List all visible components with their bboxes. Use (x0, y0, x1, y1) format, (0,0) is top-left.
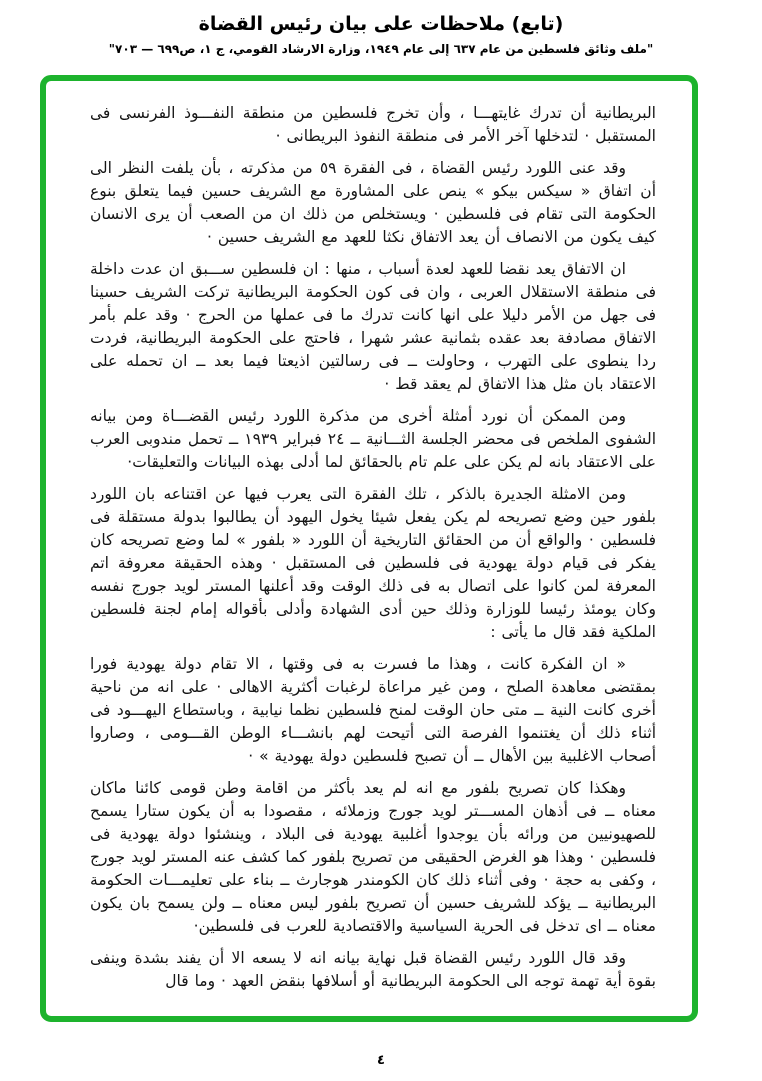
page-number: ٤ (377, 1053, 385, 1068)
paragraph-7: وهكذا كان تصريح بلفور مع انه لم يعد بأكثر من اقامة وطن قومى كائنا ماكان معناه ــ فى أذهان المســـتر لويد جورج وزملائه ، مقصودا به أن يكون ستارا يسمح للصهيونيين من ورائه بأن يوجدوا أغلبية يهودية فى البلاد ، وينشئوا دولة يهودية فى فلسطين · وهذا هو الغرض الحقيقى من تصريح بلفور كما كشف عنه المستر لويد جورج ، وكفى به حجة · وفى أثناء ذلك كان الكومندر هوجارث ــ بناء على تعليمـــات الحكومة البريطانية ــ يؤكد للشريف حسين أن تصريح بلفور ليس معناه ــ ولن يسمح بان يكون معناه ــ اى تدخل فى الحرية السياسية والاقتصادية للعرب فى فلسطين· (90, 779, 656, 935)
paragraph-8: وقد قال اللورد رئيس القضاة قبل نهاية بيانه انه لا يسعه الا أن يفند بشدة وينفى بقوة أية تهمة توجه الى الحكومة البريطانية أو أسلافها بنقض العهد · وما قال (90, 949, 656, 990)
source-citation: "ملف وثائق فلسطين من عام ٦٣٧ إلى عام ١٩٤٩، وزارة الارشاد القومي، ج ١، ص٦٩٩ — ٧٠٣" (108, 42, 654, 56)
paragraph-4: ومن الممكن أن نورد أمثلة أخرى من مذكرة اللورد رئيس القضـــاة ومن بيانه الشفوى الملخص فى محضر الجلسة الثـــانية ــ ٢٤ فبراير ١٩٣٩ ــ تحمل مندوبى العرب على الاعتقاد بانه لم يكن على علم تام بالحقائق لما أدلى بهذه البيانات والتعليقات· (90, 407, 656, 471)
paragraph-2: وقد عنى اللورد رئيس القضاة ، فى الفقرة ٥٩ من مذكرته ، بأن يلفت النظر الى أن اتفاق « سيكس بيكو » ينص على المشاورة مع الشريف حسين فيما يتعلق بنوع الحكومة التى تقام فى فلسطين · ويستخلص من ذلك ان من الصعب أن يرى الانسان كيف يكون من الانصاف أن يعد الاتفاق نكثا للعهد مع الشريف حسين · (90, 159, 656, 246)
page-title: (تابع) ملاحظات على بيان رئيس القضاة (198, 13, 564, 35)
highlight-frame (40, 75, 698, 1022)
paragraph-5: ومن الامثلة الجديرة بالذكر ، تلك الفقرة التى يعرب فيها عن اقتناعه بان اللورد بلفور حين وضع تصريحه لم يكن يفعل شيئا يخول اليهود أن يطالبوا بدولة مستقلة فى فلسطين · والواقع أن من الحقائق التاريخية أن اللورد « بلفور » لما وضع تصريحه كان يفكر فى قيام دولة يهودية فى فلسطين فى المستقبل · وهذه الحقيقة معروفة اتم المعرفة لمن كانوا على اتصال به فى ذلك الوقت وقد أعلنها المستر لويد جورج نفسه وكان يومئذ رئيسا للوزارة وذلك حين أدى الشهادة وأدلى بأقواله إمام لجنة فلسطين الملكية فقد قال ما يأتى : (90, 485, 656, 641)
document-header (0, 0, 762, 56)
quoted-excerpt: « ان الفكرة كانت ، وهذا ما فسرت به فى وقتها ، الا تقام دولة يهودية فورا بمقتضى معاهدة الصلح ، ومن غير مراعاة لرغبات أكثرية الاهالى · على انه من ناحية أخرى كانت النية ــ متى حان الوقت لمنح فلسطين نظما نيابية ، وباستطاع اليهـــود فى أثناء ذلك أن يغتنموا الفرصة التى أتيحت لهم بانشـــاء الوطن القـــومى ، وصاروا أصحاب الاغلبية بين الأهال ــ أن تصبح فلسطين دولة يهودية » · (90, 655, 656, 765)
paragraph-1: البريطانية أن تدرك غايتهـــا ، وأن تخرج فلسطين من منطقة النفـــوذ الفرنسى فى المستقبل · لتدخلها آخر الأمر فى منطقة النفوذ البريطانى · (90, 104, 656, 145)
paragraph-3: ان الاتفاق يعد نقضا للعهد لعدة أسباب ، منها : ان فلسطين ســـبق ان عدت داخلة فى منطقة الاستقلال العربى ، وان فى كون الحكومة البريطانية تركت الشريف حسينا فى جهل من الأمر دليلا على انها كانت تدرك ما فى عملها من الحرج · وقد علم بأمر الاتفاق مصادفة بعد عقده بثمانية عشر شهرا ، فاحتج على الحكومة البريطانية، فردت ردا ينطوى على التهرب ، وحاولت ــ فى رسالتين اذيعتا فيما بعد ــ ان تحمله على الاعتقاد بان مثل هذا الاتفاق لم يعقد قط · (90, 260, 656, 393)
